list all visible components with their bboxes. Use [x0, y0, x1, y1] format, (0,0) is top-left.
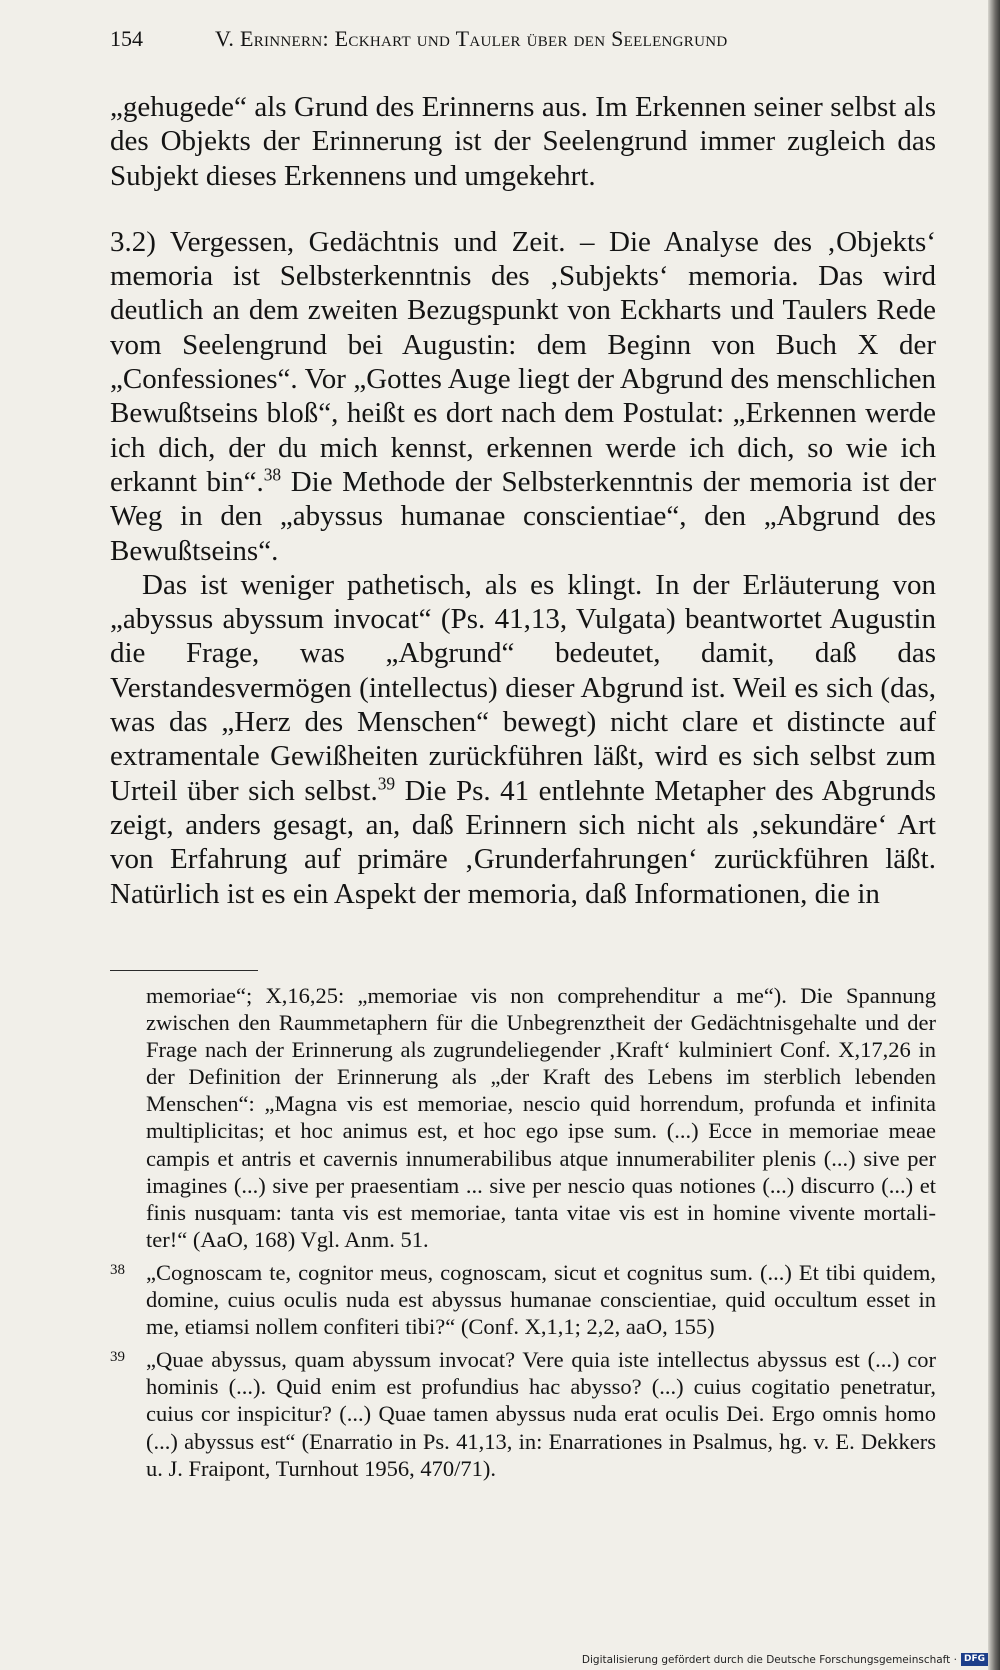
digitization-credit [582, 1653, 988, 1666]
footnote-38 [110, 1259, 936, 1340]
paragraph-section-3-2 [110, 225, 936, 568]
paragraph-1 [110, 90, 936, 193]
paragraph-1-text: „gehugede“ als Grund des Erinnerns aus. Im Erkennen seiner selbst als des Objekts der Erinnerung ist der Seelengrund immer zugleich das Subjekt dieses Erkennens und umgekehrt. [110, 91, 936, 192]
footnotes [110, 982, 936, 1482]
footnote-ref-38[interactable]: 38 [263, 464, 282, 485]
footnote-separator [110, 970, 258, 971]
main-text [110, 90, 936, 911]
paragraph-3-text-b: Die Ps. 41 entlehnte Metapher des Abgrunds zeigt, anders gesagt, an, daß Erinnern sich nicht als ‚sekundäre‘ Art von Erfahrung auf primäre ‚Grunderfahrungen‘ zurückführen läßt. Natürlich ist es ein Aspekt der memoria, daß Informationen, die in [110, 774, 936, 910]
running-head [110, 26, 940, 62]
paragraph-2-text-a: 3.2) Vergessen, Gedächtnis und Zeit. – Die Analyse des ‚Objekts‘ memoria ist Selbsterkenntnis des ‚Subjekts‘ memoria. Das wird deutlich an dem zweiten Bezugspunkt von Eckharts und Taulers Rede vom Seelengrund bei Augustin: dem Beginn von Buch X der „Confessiones“. Vor „Gottes Auge liegt der Abgrund des menschlichen Bewußtseins bloß“, heißt es dort nach dem Postulat: „Erkennen werde ich dich, der du mich kennst, erkennen werde ich dich, so wie ich erkannt bin“. [110, 225, 936, 498]
paragraph-2-text-b: Die Methode der Selbsterkenntnis der memoria ist der Weg in den „abyssus humanae conscientiae“, den „Abgrund des Bewußtseins“. [110, 465, 937, 567]
footnote-number: 39 [110, 1349, 125, 1366]
footnote-text: „Cognoscam te, cognitor meus, cognoscam, sicut et cognitus sum. (...) Et tibi quidem, domine, cuius oculis nuda est abyssus humanae conscientiae, quid occultum esset in me, etiamsi nollem confiteri tibi?“ (Conf. X,1,1; 2,2, aaO, 155) [146, 1259, 936, 1340]
footnote-39 [110, 1346, 936, 1481]
paragraph-3 [110, 568, 936, 911]
credit-text: Digitalisierung gefördert durch die Deutsche Forschungsgemeinschaft · [581, 1653, 957, 1666]
page-number: 154 [110, 26, 143, 51]
paragraph-3-text-a: Das ist weniger pathetisch, als es klingt. In der Erläuterung von „abyssus abyssum invocat“ (Ps. 41,13, Vulgata) beantwortet Augustin die Frage, was „Abgrund“ bedeutet, damit, daß das Verstandesvermögen (intellectus) dieser Abgrund ist. Weil es sich (das, was das „Herz des Menschen“ bewegt) nicht clare et distincte auf extramentale Gewißheiten zurückführen läßt, wird es sich selbst zum Urteil über sich selbst. [110, 568, 936, 807]
footnote-number: 38 [110, 1261, 125, 1278]
footnote-ref-39[interactable]: 39 [377, 772, 396, 793]
dfg-logo: DFG [961, 1653, 988, 1666]
running-title: V. Erinnern: Eckhart und Tauler über den Seelengrund [215, 26, 728, 51]
footnote-continuation: memoriae“; X,16,25: „memoriae vis non comprehenditur a me“). Die Spannung zwischen den Raummetaphern für die Unbegrenztheit der Gedächtnisgehalte und der Frage nach der Erinnerung als zugrundeliegender ‚Kraft‘ kulminiert Conf. X,17,26 in der Definition der Erinnerung als „der Kraft des Lebens im sterblich lebenden Menschen“: „Magna vis est memoriae, nescio quid horrendum, profunda et infinita multiplicitas; et hoc animus est, et hoc ego ipse sum. (...) Ecce in memoriae meae campis et antris et cavernis innumerabilibus atque innumerabiliter plenis (...) sive per imagines (...) sive per praesentiam ... sive per nescio quas notiones (...) discurro (...) et finis nusquam: tanta vis est memoriae, tanta vitae vis est in homine vivente mortali-ter!“ (AaO, 168) Vgl. Anm. 51. [146, 983, 936, 1252]
footnote-text: „Quae abyssus, quam abyssum invocat? Vere quia iste intellectus abyssus est (...) cor hominis (...). Quid enim est profundius hac abysso? (...) cuius cogitatio penetratur, cuius cor inspicitur? (...) Quae tamen abyssus nuda erat oculis Dei. Ergo omnis homo (...) abyssus est“ (Enarratio in Ps. 41,13, in: Enarrationes in Psalmus, hg. v. E. Dekkers u. J. Fraipont, Turnhout 1956, 470/71). [146, 1347, 936, 1481]
page-edge-shadow [988, 0, 1000, 1670]
